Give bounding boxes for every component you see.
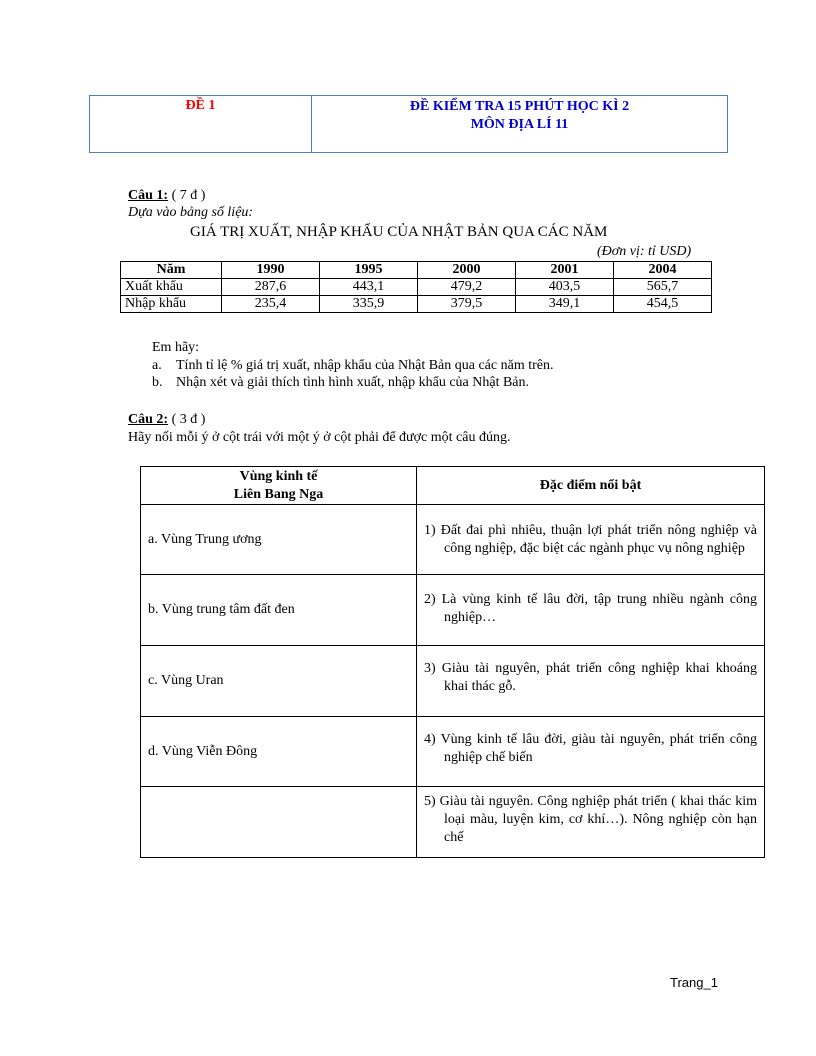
header-line: Liên Bang Nga xyxy=(233,486,324,502)
table-cell: 287,6 xyxy=(222,279,320,296)
export-import-table xyxy=(120,261,712,313)
table-row xyxy=(141,717,765,787)
table-header-cell: 2004 xyxy=(614,262,712,279)
q2-label: Câu 2: xyxy=(128,412,169,427)
exam-code: ĐỀ 1 xyxy=(90,96,312,152)
table-header-cell: 2001 xyxy=(516,262,614,279)
table-cell: 235,4 xyxy=(222,296,320,313)
q2-intro: Hãy nối mỗi ý ở cột trái với một ý ở cột phải để được một câu đúng. xyxy=(128,430,511,445)
table-row xyxy=(141,646,765,717)
table-row xyxy=(121,296,712,313)
exam-title xyxy=(312,96,727,152)
q1-task-b xyxy=(152,374,529,391)
region-cell xyxy=(141,787,417,858)
feature-cell xyxy=(417,717,765,787)
table-cell: 454,5 xyxy=(614,296,712,313)
exam-header xyxy=(89,95,728,153)
q1-table-title: GIÁ TRỊ XUẤT, NHẬP KHẨU CỦA NHẬT BẢN QUA CÁC NĂM xyxy=(190,224,608,240)
task-text: Tính tỉ lệ % giá trị xuất, nhập khẩu của Nhật Bản qua các năm trên. xyxy=(176,358,554,373)
table-cell: 479,2 xyxy=(418,279,516,296)
feature-cell xyxy=(417,787,765,858)
q1-unit: (Đơn vị: tỉ USD) xyxy=(597,244,692,259)
page-number: Trang_1 xyxy=(670,975,718,990)
feature-text: 2) Là vùng kinh tế lâu đời, tập trung nhiều ngành công nghiệp… xyxy=(424,592,757,625)
q1-intro: Dựa vào bảng số liệu: xyxy=(128,205,254,220)
table-header-cell: 1990 xyxy=(222,262,320,279)
table-cell: 443,1 xyxy=(320,279,418,296)
q2-points: ( 3 đ ) xyxy=(168,412,206,427)
matching-table xyxy=(140,466,765,858)
table-header-cell: 2000 xyxy=(418,262,516,279)
q1-label: Câu 1: xyxy=(128,188,169,203)
table-cell: 379,5 xyxy=(418,296,516,313)
table-row xyxy=(141,575,765,646)
q2-heading xyxy=(128,411,205,428)
table-row xyxy=(141,787,765,858)
table-header-cell xyxy=(141,467,417,505)
feature-cell xyxy=(417,646,765,717)
feature-text: 5) Giàu tài nguyên. Công nghiệp phát triển ( khai thác kim loại màu, luyện kim, cơ khí…). Nông nghiệp còn hạn chế xyxy=(424,794,757,845)
table-cell: 335,9 xyxy=(320,296,418,313)
table-cell: 565,7 xyxy=(614,279,712,296)
region-cell: b. Vùng trung tâm đất đen xyxy=(141,575,417,646)
q1-points: ( 7 đ ) xyxy=(168,188,206,203)
table-header-cell: 1995 xyxy=(320,262,418,279)
region-cell: d. Vùng Viễn Đông xyxy=(141,717,417,787)
exam-title-line1: ĐỀ KIỂM TRA 15 PHÚT HỌC KÌ 2 xyxy=(409,99,630,114)
table-header-cell: Năm xyxy=(121,262,222,279)
exam-subject: MÔN ĐỊA LÍ 11 xyxy=(470,117,569,132)
q1-heading xyxy=(128,187,205,204)
feature-cell xyxy=(417,575,765,646)
feature-text: 3) Giàu tài nguyên, phát triển công nghiệp khai khoáng khai thác gỗ. xyxy=(424,661,757,694)
table-row xyxy=(141,505,765,575)
region-cell: a. Vùng Trung ương xyxy=(141,505,417,575)
table-header-cell: Đặc điểm nổi bật xyxy=(417,467,765,505)
table-cell: 403,5 xyxy=(516,279,614,296)
task-marker: b. xyxy=(152,375,163,390)
table-header-row xyxy=(141,467,765,505)
table-cell: Nhập khẩu xyxy=(121,296,222,313)
table-cell: Xuất khẩu xyxy=(121,279,222,296)
header-line: Vùng kinh tế xyxy=(239,468,318,484)
feature-text: 1) Đất đai phì nhiêu, thuận lợi phát triển nông nghiệp và công nghiệp, đặc biệt các ngành phục vụ nông nghiệp xyxy=(424,522,757,556)
region-cell: c. Vùng Uran xyxy=(141,646,417,717)
feature-cell xyxy=(417,505,765,575)
feature-text: 4) Vùng kinh tế lâu đời, giàu tài nguyên, phát triển công nghiệp chế biến xyxy=(424,732,757,765)
table-header-row xyxy=(121,262,712,279)
task-marker: a. xyxy=(152,358,162,373)
q1-task-a xyxy=(152,357,553,374)
table-cell: 349,1 xyxy=(516,296,614,313)
table-row xyxy=(121,279,712,296)
task-text: Nhận xét và giải thích tình hình xuất, nhập khẩu của Nhật Bản. xyxy=(176,375,530,390)
q1-task-intro: Em hãy: xyxy=(152,340,200,355)
